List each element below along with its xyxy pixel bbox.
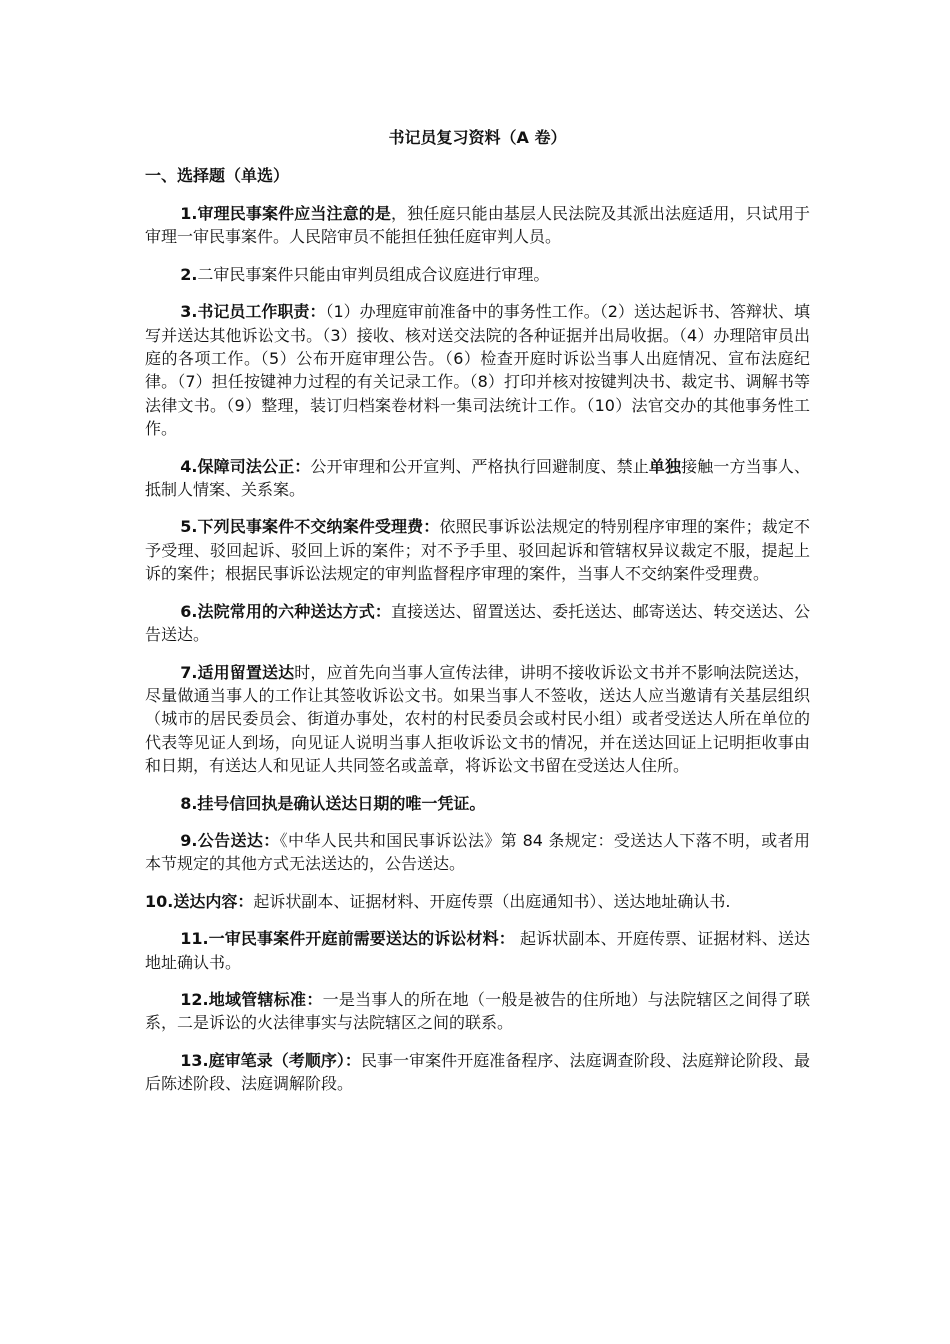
question-item-5 xyxy=(145,515,810,585)
question-item-7 xyxy=(145,661,810,778)
question-item-8 xyxy=(145,792,810,815)
item-label: 13.庭审笔录（考顺序）： xyxy=(180,1050,361,1070)
item-text: 时，应首先向当事人宣传法律，讲明不接收诉讼文书并不影响法院送达，尽量做通当事人的工作让其签收诉讼文书。如果当事人不签收，送达人应当邀请有关基层组织（城市的居民委员会、街道办事处，农村的村民委员会或村民小组）或者受送达人所在单位的代表等见证人到场，向见证人说明当事人拒收诉讼文书的情况，并在送达回证上记明拒收事由和日期，有送达人和见证人共同签名或盖章，将诉讼文书留在受送达人住所。 xyxy=(145,662,810,776)
item-label: 10.送达内容： xyxy=(145,891,254,911)
document-title: 书记员复习资料（A 卷） xyxy=(388,128,567,147)
section-heading: 一、选择题（单选） xyxy=(145,166,290,185)
item-label: 3.书记员工作职责： xyxy=(180,302,326,322)
item-label: 4.保障司法公正： xyxy=(180,456,311,476)
item-text: 依照民事诉讼法规定的特别程序审理的案件；裁定不予受理、驳回起诉、驳回上诉的案件；对不予手里、驳回起诉和管辖权异议裁定不服，提起上诉的案件；根据民事诉讼法规定的审判监督程序审理的案件，当事人不交纳案件受理费。 xyxy=(145,517,810,584)
item-text: （1）办理庭审前准备中的事务性工作。（2）送达起诉书、答辩状、填写并送达其他诉讼文书。（3）接收、核对送交法院的各种证据并出局收据。（4）办理陪审员出庭的各项工作。（5）公布开庭审理公告。（6）检查开庭时诉讼当事人出庭情况、宣布法庭纪律。（7）担任按键神力过程的有关记录工作。（8）打印并核对按键判决书、裁定书、调解书等法律文书。（9）整理，装订归档案卷材料一集司法统计工作。（10）法官交办的其他事务性工作。 xyxy=(145,302,810,439)
item-text: 一是当事人的所在地（一般是被告的住所地）与法院辖区之间得了联系，二是诉讼的火法律事实与法院辖区之间的联系。 xyxy=(145,989,810,1033)
item-text: 公开审理和公开宣判、严格执行回避制度、禁止 xyxy=(310,456,649,476)
item-label: 5.下列民事案件不交纳案件受理费： xyxy=(180,517,440,537)
question-item-2 xyxy=(145,263,810,286)
item-label: 1.审理民事案件应当注意的是 xyxy=(180,204,391,223)
item-emphasis: 单独 xyxy=(648,456,682,476)
item-text: 起诉状副本、开庭传票、证据材料、送达地址确认书。 xyxy=(145,929,810,972)
item-text: 二审民事案件只能由审判员组成合议庭进行审理。 xyxy=(197,264,550,284)
item-text: 起诉状副本、证据材料、开庭传票（出庭通知书）、送达地址确认书. xyxy=(253,891,731,911)
item-label: 11.一审民事案件开庭前需要送达的诉讼材料： xyxy=(180,929,515,949)
question-item-3 xyxy=(145,300,810,440)
item-label: 8.挂号信回执是确认送达日期的唯一凭证。 xyxy=(180,793,486,813)
item-text: 直接送达、留置送达、委托送达、邮寄送达、转交送达、公告送达。 xyxy=(145,601,810,645)
question-item-13 xyxy=(145,1049,810,1096)
item-text: 民事一审案件开庭准备程序、法庭调查阶段、法庭辩论阶段、最后陈述阶段、法庭调解阶段。 xyxy=(145,1050,810,1094)
item-text: ，独任庭只能由基层人民法院及其派出法庭适用，只试用于审理一审民事案件。人民陪审员不能担任独任庭审判人员。 xyxy=(145,204,810,247)
item-text: 《中华人民共和国民事诉讼法》第 84 条规定：受送达人下落不明，或者用本节规定的其他方式无法送达的，公告送达。 xyxy=(145,830,810,874)
question-item-9 xyxy=(145,829,810,876)
item-label: 9.公告送达： xyxy=(180,830,280,850)
item-label: 2. xyxy=(180,264,198,284)
question-item-6 xyxy=(145,600,810,647)
item-label: 7.适用留置送达 xyxy=(180,662,295,682)
question-item-10 xyxy=(145,890,810,913)
question-item-4 xyxy=(145,455,810,502)
item-text-continued: 接触一方当事人、抵制人情案、关系案。 xyxy=(145,456,810,500)
question-item-12 xyxy=(145,988,810,1035)
item-label: 12.地域管辖标准： xyxy=(180,989,323,1009)
item-label: 6.法院常用的六种送达方式： xyxy=(180,601,391,621)
question-item-11 xyxy=(145,927,810,974)
question-item-1 xyxy=(145,202,810,249)
